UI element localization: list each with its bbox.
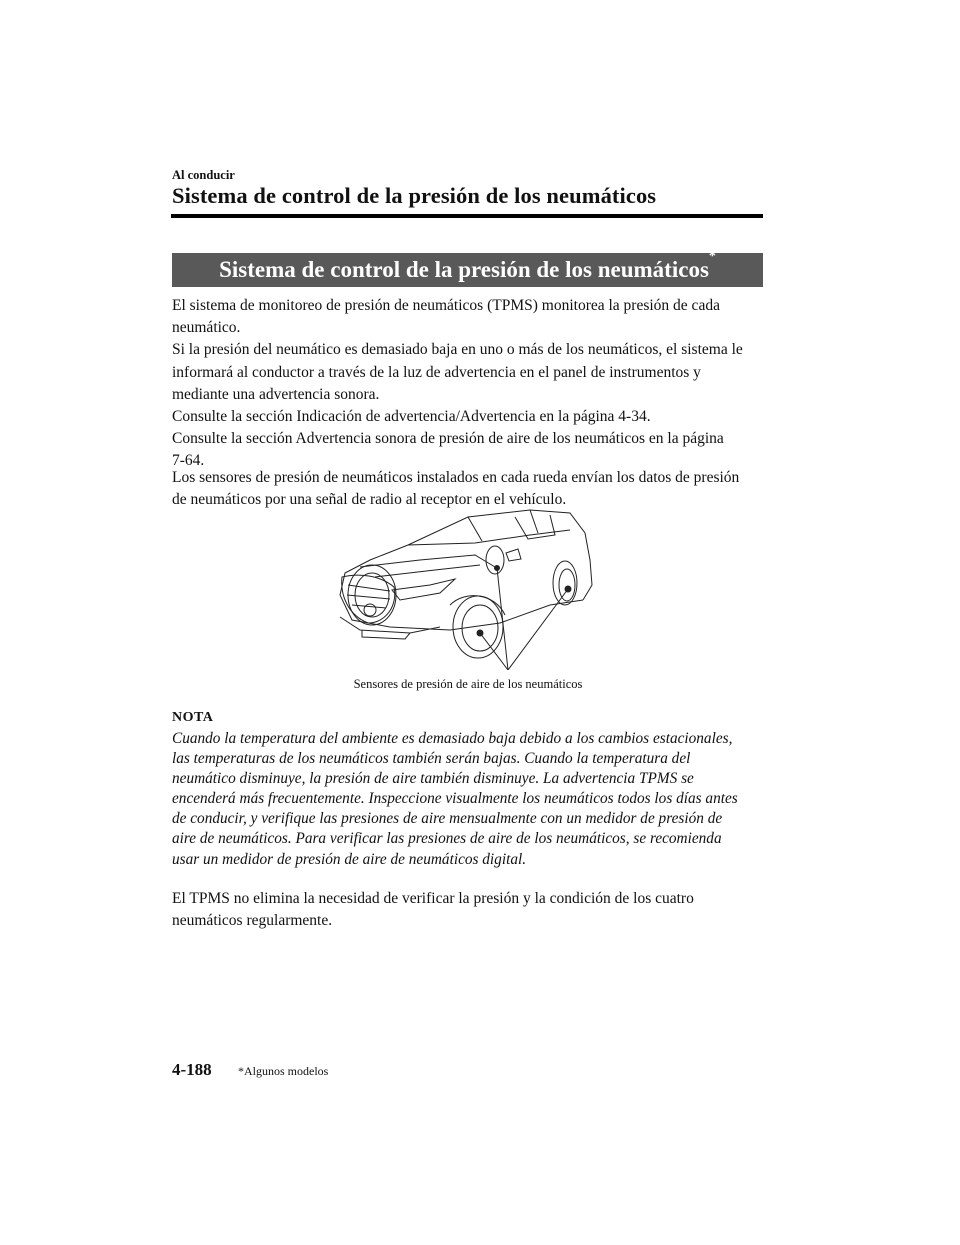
vehicle-sensor-illustration xyxy=(300,505,600,670)
text-line: mediante una advertencia sonora. xyxy=(172,385,380,403)
section-label: Al conducir xyxy=(172,168,235,182)
figure-caption: Sensores de presión de aire de los neumáticos xyxy=(353,677,583,691)
note-line: usar un medidor de presión de aire de neumáticos digital. xyxy=(172,850,527,868)
some-models-marker: * xyxy=(708,249,716,264)
text-line: informará al conductor a través de la luz de advertencia en el panel de instrumentos y xyxy=(172,363,701,381)
note-line: de conducir, y verifique las presiones de aire mensualmente con un medidor de presión de xyxy=(172,810,723,828)
note-line: aire de neumáticos. Para verificar las presiones de aire de los neumáticos, se recomienda xyxy=(172,830,722,848)
closing-paragraph xyxy=(172,888,764,932)
text-line: Los sensores de presión de neumáticos instalados en cada rueda envían los datos de presión xyxy=(172,469,740,486)
footnote: *Algunos modelos xyxy=(238,1064,329,1078)
intro-paragraph xyxy=(172,295,764,473)
text-line: 7-64. xyxy=(172,452,205,470)
page-header-title: Sistema de control de la presión de los neumáticos xyxy=(172,183,657,208)
text-line: neumático. xyxy=(172,319,241,337)
text-line: neumáticos regularmente. xyxy=(172,912,333,930)
text-line: Consulte la sección Advertencia sonora de presión de aire de los neumáticos en la página xyxy=(172,430,724,448)
text-line: de neumáticos por una señal de radio al receptor en el vehículo. xyxy=(172,491,567,509)
text-line: El TPMS no elimina la necesidad de verificar la presión y la condición de los cuatro xyxy=(172,890,694,907)
text-line: Si la presión del neumático es demasiado baja en uno o más de los neumáticos, el sistema le xyxy=(172,341,743,359)
text-line: Consulte la sección Indicación de advertencia/Advertencia en la página 4-34. xyxy=(172,408,651,426)
page-number: 4-188 xyxy=(172,1060,212,1079)
note-line: las temperaturas de los neumáticos también serán bajas. Cuando la temperatura del xyxy=(172,750,691,768)
note-line: encenderá más frecuentemente. Inspeccione visualmente los neumáticos todos los días antes xyxy=(172,790,738,808)
note-body xyxy=(172,729,768,870)
section-title: Sistema de control de la presión de los neumáticos xyxy=(219,257,709,282)
note-line: Cuando la temperatura del ambiente es demasiado baja debido a los cambios estacionales, xyxy=(172,730,733,747)
section-title-bar xyxy=(172,249,763,287)
note-line: neumático disminuye, la presión de aire también disminuye. La advertencia TPMS se xyxy=(172,770,694,788)
header-rule xyxy=(171,214,763,218)
note-heading: NOTA xyxy=(172,710,214,725)
text-line: El sistema de monitoreo de presión de neumáticos (TPMS) monitorea la presión de cada xyxy=(172,297,720,314)
